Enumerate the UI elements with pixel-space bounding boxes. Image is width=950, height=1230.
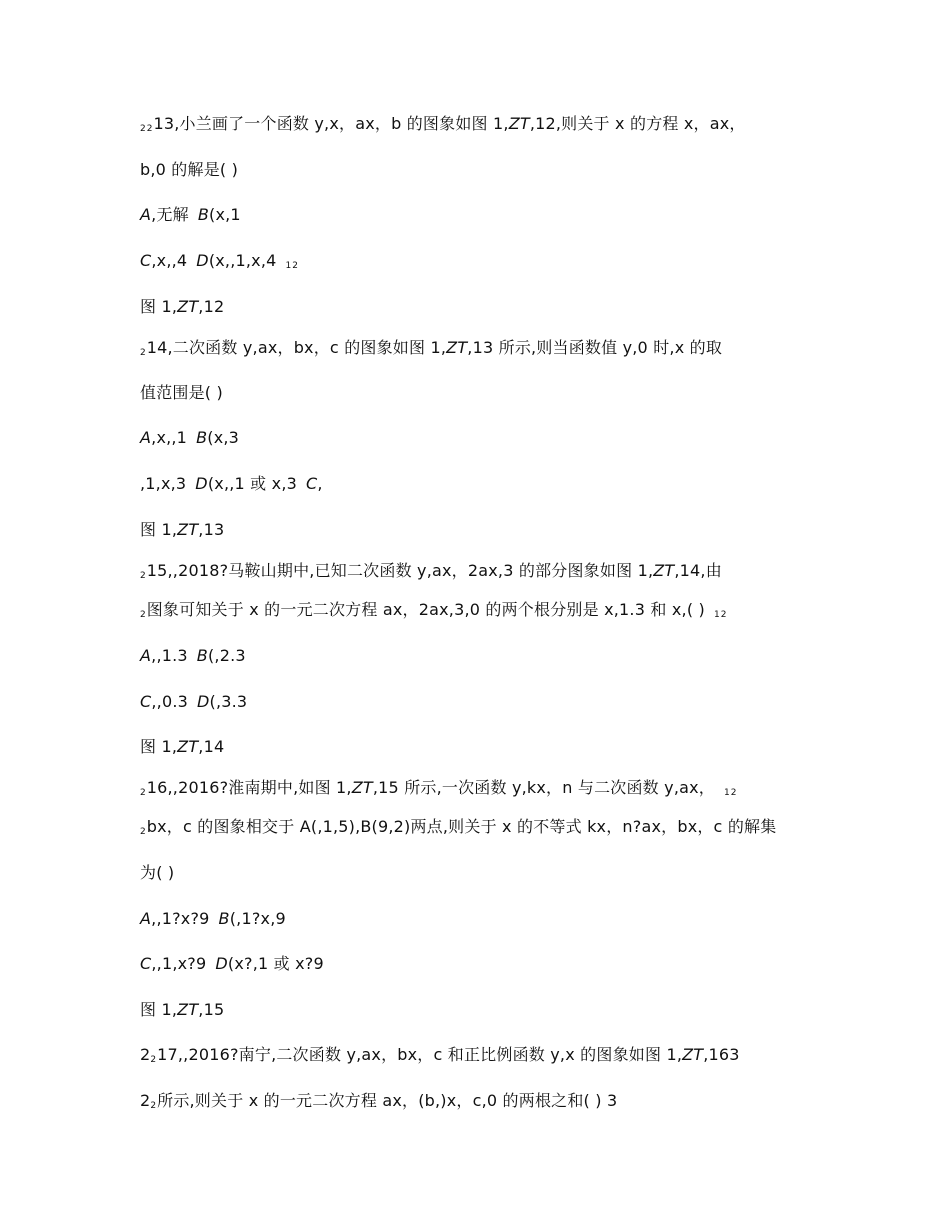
q14-option-d-text: (x,,1 或 x,3: [207, 474, 297, 493]
q13-option-d-sub: 12: [285, 261, 299, 271]
q14-option-d-label: D: [195, 474, 208, 493]
q13-figure-caption-zt: ZT: [177, 297, 199, 316]
q13-line-2: b,0 的解是( ): [140, 160, 239, 179]
q13-figure-label: ZT: [508, 114, 530, 133]
q14-figure-caption: [140, 520, 224, 540]
q13-figure-caption: [140, 297, 224, 317]
q13-option-d-label: D: [196, 251, 209, 270]
q14-figure-caption-pre: 图 1,: [140, 520, 178, 539]
q15-option-b-label: B: [196, 646, 208, 665]
q16-line-1-sub: 12: [724, 788, 738, 798]
q17-line-2: [140, 1091, 617, 1116]
q14-figure-caption-zt: ZT: [177, 520, 199, 539]
q15-line-2: [140, 600, 727, 625]
q13-stem-text: 13,小兰画了一个函数 y,x，ax，b 的图象如图 1,: [153, 114, 509, 133]
q13-options-cd: [140, 251, 299, 276]
q17-line-2-prefix: 2: [150, 1101, 158, 1111]
q13-figure-caption-pre: 图 1,: [140, 297, 178, 316]
q15-option-b-text: (,2.3: [207, 646, 246, 665]
q14-stem-tail: ,13 所示,则当函数值 y,0 时,x 的取: [467, 338, 723, 357]
q15-option-a-label: A: [140, 646, 152, 665]
q13-options-ab: [140, 205, 241, 225]
q14-line-1: [140, 338, 722, 363]
q13-option-d-text: (x,,1,x,4: [208, 251, 277, 270]
q13-option-b-text: (x,1: [209, 205, 241, 224]
q14-number-prefix: 2: [140, 348, 147, 358]
q13-line-1: [140, 114, 746, 139]
q13-option-b-label: B: [197, 205, 210, 224]
q15-stem-text: 15,,2018?马鞍山期中,已知二次函数 y,ax，2ax,3 的部分图象如图 1,: [146, 561, 654, 580]
q13-option-c-label: C: [140, 251, 152, 270]
q15-figure-label: ZT: [653, 561, 675, 580]
q14-option-b-label: B: [196, 428, 208, 447]
q17-figure-label: ZT: [682, 1045, 704, 1064]
q16-option-a-label: A: [140, 909, 152, 928]
q15-stem-tail: ,14,由: [674, 561, 722, 580]
q15-figure-caption-zt: ZT: [177, 737, 199, 756]
q14-options-ab: [140, 428, 239, 448]
q15-option-d-label: D: [197, 692, 210, 711]
q13-option-a-label: A: [140, 205, 152, 224]
q16-stem-tail: ,15 所示,一次函数 y,kx，n 与二次函数 y,ax，: [372, 778, 715, 797]
q16-options-cd: [140, 954, 324, 974]
q14-option-b-text: (x,3: [207, 428, 240, 447]
q17-line-2-text: 所示,则关于 x 的一元二次方程 ax，(b,)x，c,0 的两根之和( ) 3: [157, 1091, 618, 1110]
q16-line-2-prefix: 2: [140, 827, 147, 837]
q15-option-c-label: C: [140, 692, 152, 711]
q15-line-1: [140, 561, 722, 586]
q15-figure-caption-tail: ,14: [198, 737, 225, 756]
q15-line-2-text: 图象可知关于 x 的一元二次方程 ax，2ax,3,0 的两个根分别是 x,1.3 和 x,( ): [146, 600, 705, 619]
q15-options-cd: [140, 692, 247, 712]
q17-stem-text: 17,,2016?南宁,二次函数 y,ax，bx，c 和正比例函数 y,x 的图象如图 1,: [157, 1045, 683, 1064]
q16-option-d-text: (x?,1 或 x?9: [227, 954, 324, 973]
q14-figure-label: ZT: [446, 338, 468, 357]
q14-option-c-text-pre: ,1,x,3: [140, 474, 187, 493]
q17-line-1: [140, 1045, 740, 1070]
q14-option-c-label: C: [306, 474, 318, 493]
q16-option-c-text: ,,1,x?9: [151, 954, 207, 973]
q16-figure-caption-zt: ZT: [177, 1000, 199, 1019]
q16-line-3: 为( ): [140, 863, 175, 882]
q16-number-prefix: 2: [140, 788, 147, 798]
q13-stem-tail: ,12,则关于 x 的方程 x，ax，: [529, 114, 746, 133]
q17-line-2-lead: 2: [140, 1091, 151, 1110]
q17-number-prefix: 2: [150, 1055, 158, 1065]
q14-option-a-label: A: [140, 428, 152, 447]
q15-option-c-text: ,,0.3: [151, 692, 188, 711]
q16-figure-caption-pre: 图 1,: [140, 1000, 178, 1019]
q15-options-ab: [140, 646, 246, 666]
q15-option-a-text: ,,1.3: [151, 646, 188, 665]
q13-number-prefix: 22: [140, 124, 154, 134]
q16-line-1: [140, 778, 737, 803]
q17-number-lead: 2: [140, 1045, 151, 1064]
q14-options-cd: [140, 474, 323, 494]
q13-figure-caption-tail: ,12: [198, 297, 225, 316]
q16-line-2-text: bx，c 的图象相交于 A(,1,5),B(9,2)两点,则关于 x 的不等式 kx，n?ax，bx，c 的解集: [146, 817, 777, 836]
q14-line-2: 值范围是( ): [140, 383, 223, 402]
q16-option-b-text: (,1?x,9: [229, 909, 286, 928]
q16-line-2: [140, 817, 776, 842]
q14-stem-text: 14,二次函数 y,ax，bx，c 的图象如图 1,: [146, 338, 447, 357]
q16-option-c-label: C: [140, 954, 152, 973]
q16-options-ab: [140, 909, 286, 929]
q16-figure-caption: [140, 1000, 224, 1020]
q14-option-c-text: ,: [317, 474, 323, 493]
q15-number-prefix: 2: [140, 571, 147, 581]
q14-option-a-text: ,x,,1: [151, 428, 188, 447]
q17-stem-tail: ,163: [703, 1045, 740, 1064]
q15-line-2-sub: 12: [714, 610, 728, 620]
q16-stem-text: 16,,2016?淮南期中,如图 1,: [146, 778, 352, 797]
q15-option-d-text: (,3.3: [209, 692, 248, 711]
q16-option-d-label: D: [215, 954, 228, 973]
q15-figure-caption: [140, 737, 224, 757]
q14-figure-caption-tail: ,13: [198, 520, 225, 539]
q16-option-b-label: B: [218, 909, 230, 928]
q16-option-a-text: ,,1?x?9: [151, 909, 210, 928]
q13-option-c-text: ,x,,4: [151, 251, 188, 270]
q16-figure-label: ZT: [351, 778, 373, 797]
q13-option-a-text: ,无解: [151, 205, 189, 224]
q15-line-2-prefix: 2: [140, 610, 147, 620]
q16-figure-caption-tail: ,15: [198, 1000, 225, 1019]
q15-figure-caption-pre: 图 1,: [140, 737, 178, 756]
